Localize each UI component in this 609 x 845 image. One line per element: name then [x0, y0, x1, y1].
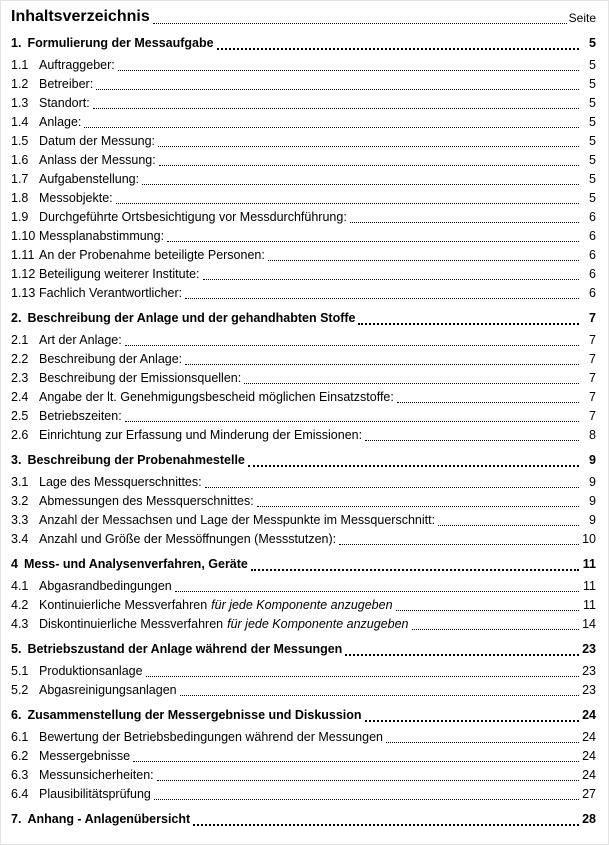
toc-entry	[11, 284, 596, 303]
entry-number: 2.4	[11, 390, 29, 404]
dot-leader	[118, 70, 579, 71]
toc-section-heading	[11, 555, 596, 574]
entry-page-number: 5	[589, 172, 596, 186]
entry-number: 6.1	[11, 730, 29, 744]
entry-page-number: 6	[589, 248, 596, 262]
toc-entry	[11, 681, 596, 700]
dot-leader	[438, 525, 579, 526]
toc-list	[11, 34, 596, 829]
entry-page-number: 5	[589, 153, 596, 167]
entry-number: 1.9	[11, 210, 29, 224]
dot-leader	[365, 440, 579, 441]
entry-number: 2.5	[11, 409, 29, 423]
dot-leader	[396, 610, 579, 611]
entry-page-number: 7	[589, 333, 596, 347]
entry-number: 1.3	[11, 96, 29, 110]
toc-entry	[11, 94, 596, 113]
entry-label	[39, 94, 90, 113]
entry-label-text: Anlass der Messung:	[39, 153, 156, 167]
toc-section-heading	[11, 34, 596, 53]
entry-label	[39, 369, 241, 388]
dot-leader	[412, 629, 580, 630]
toc-entry	[11, 246, 596, 265]
toc-entry	[11, 577, 596, 596]
section-number: 3.	[11, 453, 22, 467]
dot-leader	[116, 203, 579, 204]
dot-leader	[159, 165, 579, 166]
dot-leader	[386, 742, 579, 743]
section-number: 6.	[11, 708, 22, 722]
entry-label	[39, 615, 409, 634]
entry-page-number: 7	[589, 409, 596, 423]
toc-section-heading	[11, 640, 596, 659]
entry-number: 1.2	[11, 77, 29, 91]
entry-number: 1.11	[11, 248, 35, 262]
entry-label	[39, 785, 151, 804]
entry-page-number: 6	[589, 286, 596, 300]
entry-label	[39, 75, 93, 94]
entry-label	[39, 388, 394, 407]
entry-page-number: 23	[582, 664, 596, 678]
entry-label-text: Kontinuierliche Messverfahren	[39, 598, 208, 612]
entry-label-italic: für jede Komponente anzugeben	[211, 598, 393, 612]
toc-entry	[11, 350, 596, 369]
entry-number: 5.2	[11, 683, 29, 697]
section-title: Formulierung der Messaufgabe	[27, 36, 214, 50]
toc-entry	[11, 331, 596, 350]
entry-page-number: 9	[589, 494, 596, 508]
toc-entry	[11, 728, 596, 747]
entry-page-number: 9	[589, 513, 596, 527]
entry-label	[39, 426, 362, 445]
entry-number: 1.8	[11, 191, 29, 205]
entry-label	[39, 170, 139, 189]
section-number: 1.	[11, 36, 22, 50]
entry-label	[39, 492, 254, 511]
entry-label-text: Diskontinuierliche Messverfahren	[39, 617, 224, 631]
section-title: Beschreibung der Anlage und der gehandhabten Stoffe	[27, 311, 356, 325]
entry-page-number: 9	[589, 475, 596, 489]
toc-entry	[11, 56, 596, 75]
entry-label-text: Messunsicherheiten:	[39, 768, 154, 782]
section-page-number: 11	[582, 557, 596, 571]
entry-number: 3.2	[11, 494, 29, 508]
section-number: 7.	[11, 812, 22, 826]
entry-label-text: Anlage:	[39, 115, 82, 129]
section-title: Zusammenstellung der Messergebnisse und Diskussion	[27, 708, 362, 722]
section-page-number: 28	[582, 812, 596, 826]
toc-section-heading	[11, 451, 596, 470]
entry-label	[39, 681, 177, 700]
entry-label	[39, 596, 393, 615]
dot-leader	[175, 591, 579, 592]
section-title: Mess- und Analysenverfahren, Geräte	[23, 557, 248, 571]
entry-page-number: 5	[589, 58, 596, 72]
dot-leader	[193, 824, 579, 826]
entry-page-number: 7	[589, 371, 596, 385]
entry-page-number: 6	[589, 229, 596, 243]
entry-page-number: 24	[582, 730, 596, 744]
entry-label-text: Messplanabstimmung:	[39, 229, 165, 243]
section-number: 2.	[11, 311, 22, 325]
toc-entry	[11, 151, 596, 170]
entry-page-number: 5	[589, 96, 596, 110]
entry-label-text: Angabe der lt. Genehmigungsbescheid möglichen Einsatzstoffe:	[39, 390, 394, 404]
dot-leader	[185, 298, 579, 299]
toc-entry	[11, 75, 596, 94]
entry-label	[39, 331, 122, 350]
entry-number: 5.1	[11, 664, 29, 678]
entry-page-number: 5	[589, 77, 596, 91]
section-page-number: 23	[582, 642, 596, 656]
entry-number: 2.3	[11, 371, 29, 385]
toc-entry	[11, 189, 596, 208]
dot-leader	[146, 676, 579, 677]
entry-label-text: Art der Anlage:	[39, 333, 122, 347]
entry-label-text: Abgasrandbedingungen	[39, 579, 172, 593]
entry-number: 1.5	[11, 134, 29, 148]
entry-number: 2.6	[11, 428, 29, 442]
entry-number: 2.1	[11, 333, 29, 347]
dot-leader	[257, 506, 579, 507]
toc-entry	[11, 747, 596, 766]
entry-label-text: Einrichtung zur Erfassung und Minderung der Emissionen:	[39, 428, 363, 442]
entry-label	[39, 766, 154, 785]
section-page-number: 5	[589, 36, 596, 50]
toc-header-row	[11, 6, 596, 27]
entry-label-text: Beteiligung weiterer Institute:	[39, 267, 200, 281]
entry-label-text: Betreiber:	[39, 77, 94, 91]
entry-label	[39, 189, 113, 208]
toc-entry	[11, 530, 596, 549]
dot-leader	[133, 761, 579, 762]
toc-entry	[11, 170, 596, 189]
section-page-number: 7	[589, 311, 596, 325]
dot-leader	[125, 345, 579, 346]
entry-label	[39, 530, 336, 549]
entry-number: 6.2	[11, 749, 29, 763]
entry-label	[39, 473, 202, 492]
entry-label-text: Plausibilitätsprüfung	[39, 787, 151, 801]
entry-page-number: 7	[589, 352, 596, 366]
toc-entry	[11, 615, 596, 634]
entry-label-italic: für jede Komponente anzugeben	[227, 617, 409, 631]
entry-label-text: Produktionsanlage	[39, 664, 143, 678]
entry-number: 1.10	[11, 229, 36, 243]
entry-label-text: Durchgeführte Ortsbesichtigung vor Messdurchführung:	[39, 210, 347, 224]
toc-entry	[11, 492, 596, 511]
entry-label	[39, 662, 143, 681]
entry-label-text: Messergebnisse	[39, 749, 131, 763]
entry-page-number: 14	[582, 617, 596, 631]
entry-label-text: Standort:	[39, 96, 90, 110]
dot-leader	[397, 402, 579, 403]
dot-leader	[154, 799, 579, 800]
dot-leader	[157, 780, 579, 781]
entry-label	[39, 747, 130, 766]
entry-page-number: 7	[589, 390, 596, 404]
entry-label-text: Anzahl der Messachsen und Lage der Messpunkte im Messquerschnitt:	[39, 513, 436, 527]
section-number: 5.	[11, 642, 22, 656]
section-title: Beschreibung der Probenahmestelle	[27, 453, 245, 467]
toc-entry	[11, 369, 596, 388]
entry-number: 4.1	[11, 579, 29, 593]
entry-label	[39, 511, 435, 530]
dot-leader	[153, 23, 567, 24]
entry-page-number: 5	[589, 191, 596, 205]
dot-leader	[268, 260, 579, 261]
entry-page-number: 5	[589, 134, 596, 148]
entry-label-text: Auftraggeber:	[39, 58, 115, 72]
dot-leader	[217, 48, 579, 50]
entry-label-text: Beschreibung der Emissionsquellen:	[39, 371, 242, 385]
toc-entry	[11, 265, 596, 284]
dot-leader	[84, 127, 579, 128]
entry-page-number: 6	[589, 267, 596, 281]
dot-leader	[167, 241, 579, 242]
toc-entry	[11, 473, 596, 492]
entry-label	[39, 265, 200, 284]
entry-page-number: 6	[589, 210, 596, 224]
entry-number: 3.1	[11, 475, 29, 489]
entry-label	[39, 284, 182, 303]
toc-entry	[11, 208, 596, 227]
dot-leader	[365, 720, 579, 722]
page-title: Inhaltsverzeichnis	[11, 8, 150, 25]
toc-entry	[11, 388, 596, 407]
dot-leader	[358, 323, 579, 325]
dot-leader	[248, 465, 579, 467]
entry-label-text: Abgasreinigungsanlagen	[39, 683, 177, 697]
dot-leader	[345, 654, 579, 656]
entry-number: 3.3	[11, 513, 29, 527]
toc-entry	[11, 407, 596, 426]
page-column-label: Seite	[568, 11, 596, 25]
entry-label-text: Bewertung der Betriebsbedingungen während der Messungen	[39, 730, 383, 744]
entry-number: 4.3	[11, 617, 29, 631]
entry-label	[39, 113, 81, 132]
entry-page-number: 27	[582, 787, 596, 801]
entry-number: 1.13	[11, 286, 36, 300]
entry-page-number: 24	[582, 749, 596, 763]
entry-label	[39, 246, 265, 265]
entry-label-text: Aufgabenstellung:	[39, 172, 140, 186]
section-page-number: 9	[589, 453, 596, 467]
toc-entry	[11, 785, 596, 804]
entry-label	[39, 350, 182, 369]
toc-section-heading	[11, 810, 596, 829]
entry-page-number: 24	[582, 768, 596, 782]
entry-number: 4.2	[11, 598, 29, 612]
entry-number: 3.4	[11, 532, 29, 546]
entry-page-number: 11	[583, 598, 596, 612]
dot-leader	[203, 279, 579, 280]
toc-section-heading	[11, 309, 596, 328]
dot-leader	[158, 146, 579, 147]
entry-page-number: 8	[589, 428, 596, 442]
entry-number: 6.4	[11, 787, 29, 801]
entry-label-text: Lage des Messquerschnittes:	[39, 475, 202, 489]
dot-leader	[244, 383, 579, 384]
entry-label-text: Abmessungen des Messquerschnittes:	[39, 494, 254, 508]
entry-label	[39, 208, 347, 227]
entry-number: 6.3	[11, 768, 29, 782]
dot-leader	[125, 421, 579, 422]
entry-label-text: Fachlich Verantwortlicher:	[39, 286, 183, 300]
entry-page-number: 23	[582, 683, 596, 697]
entry-label-text: Beschreibung der Anlage:	[39, 352, 183, 366]
dot-leader	[142, 184, 579, 185]
entry-number: 1.6	[11, 153, 29, 167]
toc-entry	[11, 113, 596, 132]
entry-number: 1.7	[11, 172, 29, 186]
entry-label	[39, 151, 156, 170]
entry-label	[39, 227, 164, 246]
entry-label	[39, 56, 115, 75]
toc-entry	[11, 766, 596, 785]
toc-entry	[11, 132, 596, 151]
entry-label	[39, 728, 383, 747]
section-page-number: 24	[582, 708, 596, 722]
dot-leader	[350, 222, 579, 223]
entry-page-number: 11	[583, 579, 596, 593]
section-title: Betriebszustand der Anlage während der Messungen	[27, 642, 343, 656]
entry-number: 2.2	[11, 352, 29, 366]
toc-entry	[11, 662, 596, 681]
dot-leader	[93, 108, 579, 109]
entry-number: 1.4	[11, 115, 29, 129]
dot-leader	[251, 569, 579, 571]
toc-entry	[11, 227, 596, 246]
entry-number: 1.1	[11, 58, 29, 72]
entry-label-text: Betriebszeiten:	[39, 409, 122, 423]
entry-number: 1.12	[11, 267, 36, 281]
toc-section-heading	[11, 706, 596, 725]
entry-label	[39, 407, 122, 426]
entry-label	[39, 577, 172, 596]
dot-leader	[185, 364, 579, 365]
entry-page-number: 5	[589, 115, 596, 129]
dot-leader	[180, 695, 579, 696]
dot-leader	[339, 544, 579, 545]
entry-label	[39, 132, 155, 151]
toc-entry	[11, 511, 596, 530]
entry-label-text: Datum der Messung:	[39, 134, 156, 148]
dot-leader	[96, 89, 579, 90]
dot-leader	[205, 487, 579, 488]
section-title: Anhang - Anlagenübersicht	[27, 812, 191, 826]
toc-entry	[11, 426, 596, 445]
entry-page-number: 10	[582, 532, 596, 546]
toc-entry	[11, 596, 596, 615]
entry-label-text: Anzahl und Größe der Messöffnungen (Messstutzen):	[39, 532, 337, 546]
entry-label-text: Messobjekte:	[39, 191, 113, 205]
section-number: 4	[11, 557, 18, 571]
entry-label-text: An der Probenahme beteiligte Personen:	[39, 248, 265, 262]
